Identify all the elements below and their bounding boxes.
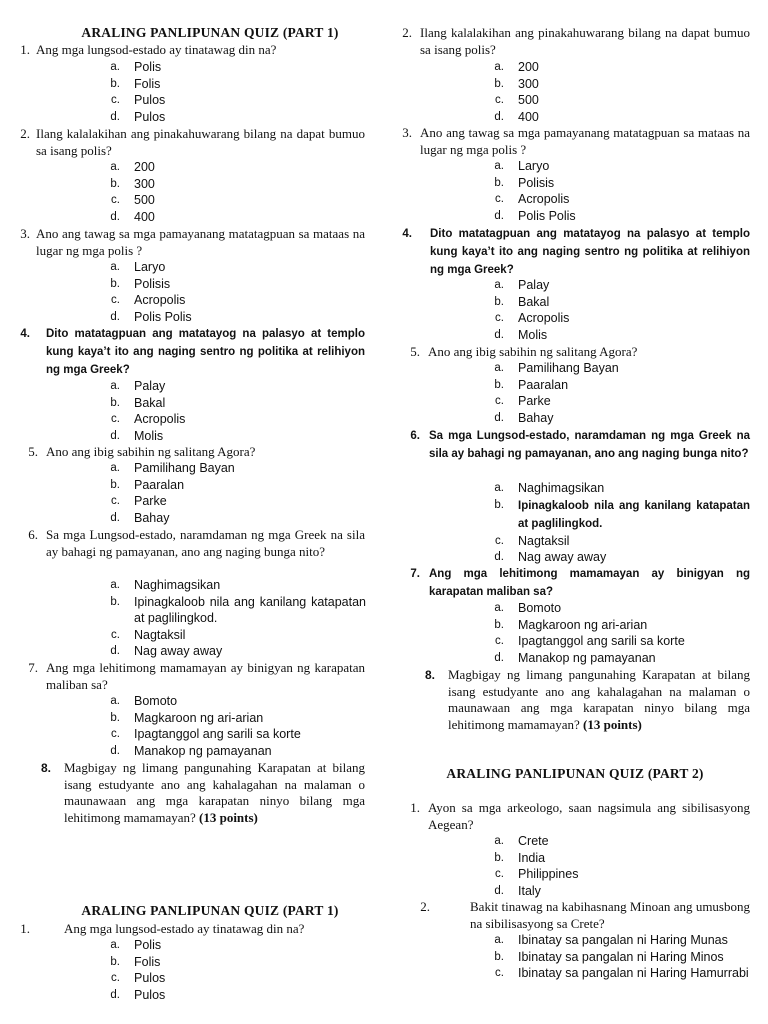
question-1-repeat: 1. Ang mga lungsod-estado ay tinatawag din na? (20, 921, 305, 936)
option-c[interactable]: c. Philippines (495, 867, 579, 881)
option-b[interactable]: b. 300 (110, 176, 155, 191)
option-d[interactable]: d. Nag away away (494, 550, 607, 564)
options-list (488, 833, 688, 899)
option-b[interactable]: b. India (494, 850, 546, 865)
option-a[interactable]: a. Bomoto (494, 601, 562, 615)
option-c[interactable]: c. Ibinatay sa pangalan ni Haring Hamurrabi (495, 966, 749, 980)
option-c[interactable]: c. Acropolis (495, 192, 570, 206)
option-d[interactable]: d. Polis Polis (494, 208, 576, 223)
option-b[interactable]: b. Folis (110, 76, 161, 91)
question-3: 3. Ano ang tawag sa mga pamayanang matatagpuan sa mataas na lugar ng mga polis ? (20, 226, 365, 258)
option-a[interactable]: a. Ibinatay sa pangalan ni Haring Munas (494, 933, 728, 947)
options-list (488, 932, 750, 982)
option-b[interactable]: b. Ipinagkaloob nila ang kanilang katapatan at paglilingkod. (494, 498, 750, 530)
options-list (488, 59, 688, 125)
option-b[interactable]: b. Paaralan (494, 377, 569, 392)
question-7: 7. Ang mga lehitimong mamamayan ay binigyan ng karapatan maliban sa? (410, 568, 750, 598)
options-list (488, 480, 750, 566)
option-c[interactable]: c. Nagtaksil (111, 627, 186, 642)
option-c[interactable]: c. Ipagtanggol ang sarili sa korte (495, 634, 685, 648)
quiz-title: ARALING PANLIPUNAN QUIZ (PART 1) (81, 25, 339, 40)
option-a[interactable]: a. Pamilihang Bayan (494, 361, 619, 375)
quiz-title-part2: ARALING PANLIPUNAN QUIZ (PART 2) (446, 766, 704, 781)
option-d[interactable]: d. Pulos (110, 987, 166, 1002)
question-4: 4. Dito matatagpuan ang matatayog na palasyo at templo kung kaya’t ito ang naging sentro ng politika at relihiyon ng mga Greek? (20, 328, 365, 376)
option-c[interactable]: c. Nagtaksil (495, 533, 570, 548)
option-b[interactable]: b. Ibinatay sa pangalan ni Haring Minos (494, 949, 724, 964)
option-b[interactable]: b. Magkaroon ng ari-arian (494, 617, 648, 632)
option-c[interactable]: c. Pulos (111, 971, 166, 985)
options-list (104, 59, 304, 125)
question-1 (8, 42, 368, 59)
options-list (488, 360, 688, 426)
option-b[interactable]: b. Bakal (110, 395, 166, 410)
options-list (104, 937, 304, 1003)
question-6: 6. Sa mga Lungsod-estado, naramdaman ng mga Greek na sila ay bahagi ng pamayanan, ano ang naging bunga nito? (410, 430, 750, 460)
options-list (104, 378, 304, 444)
option-d[interactable]: d. Molis (110, 428, 164, 443)
option-d[interactable]: d. Bahay (110, 510, 170, 525)
option-c[interactable]: c. 500 (495, 93, 539, 107)
option-a[interactable]: a. Laryo (110, 260, 166, 274)
question-8-essay: 8. Magbigay ng limang pangunahing Karapatan at bilang isang estudyante ano ang kahalagahan na malaman o maunawaan ang mga karapatan ninyo bilang mga lehitimong mamamayan? (13 points) (425, 667, 750, 732)
option-a[interactable]: a. Polis (110, 938, 162, 952)
question-6: 6. Sa mga Lungsod-estado, naramdaman ng mga Greek na sila ay bahagi ng pamayanan, ano ang naging bunga nito? (28, 527, 365, 559)
option-a[interactable]: a. Bomoto (110, 694, 178, 708)
option-c[interactable]: c. Parke (495, 394, 551, 408)
option-d[interactable]: d. Italy (494, 883, 541, 898)
option-b[interactable]: b. Paaralan (110, 477, 185, 492)
question-4: 4. Dito matatagpuan ang matatayog na palasyo at templo kung kaya’t ito ang naging sentro ng politika at relihiyon ng mga Greek? (402, 228, 750, 276)
option-c[interactable]: c. Acropolis (111, 293, 186, 307)
option-d[interactable]: d. Bahay (494, 410, 554, 425)
option-a[interactable]: a. Naghimagsikan (110, 578, 221, 592)
option-c[interactable]: c. Acropolis (111, 412, 186, 426)
essay-text: Magbigay ng limang pangunahing Karapatan at bilang isang estudyante ano ang kahalagahan na malaman o maunawaan ang mga karapatan ninyo bilang mga lehitimong mamamayan? (448, 667, 750, 732)
option-a[interactable]: a. 200 (494, 60, 539, 74)
question-2: 2. Ilang kalalakihan ang pinakahuwarang bilang na dapat bumuo sa isang polis? (20, 126, 365, 158)
points-label: (13 points) (583, 716, 642, 732)
option-a[interactable]: a. Palay (110, 379, 166, 393)
option-c[interactable]: c. 500 (111, 193, 155, 207)
question-number: 1. (20, 42, 30, 57)
option-d[interactable]: d. 400 (110, 209, 155, 224)
option-a[interactable]: a. Naghimagsikan (494, 481, 605, 495)
option-b[interactable]: b. Magkaroon ng ari-arian (110, 710, 264, 725)
part2-question-1: 1. Ayon sa mga arkeologo, saan nagsimula ang sibilisasyong Aegean? (410, 800, 750, 832)
option-a[interactable]: a. Palay (494, 278, 550, 292)
question-5: 5. Ano ang ibig sabihin ng salitang Agora? (28, 444, 256, 459)
options-list (104, 159, 304, 225)
options-list (104, 693, 334, 759)
options-list (488, 277, 688, 343)
points-label: (13 points) (199, 809, 258, 825)
options-list (104, 460, 304, 526)
option-c[interactable]: c. Ipagtanggol ang sarili sa korte (111, 727, 301, 741)
essay-text: Magbigay ng limang pangunahing Karapatan at bilang isang estudyante ano ang kahalagahan na malaman o maunawaan ang mga karapatan ninyo bilang mga lehitimong mamamayan? (64, 760, 365, 825)
option-c[interactable]: c. Acropolis (495, 311, 570, 325)
options-list (488, 158, 688, 224)
quiz-title-repeat: ARALING PANLIPUNAN QUIZ (PART 1) (81, 903, 339, 918)
options-list (488, 600, 718, 666)
question-text: Ang mga lungsod-estado ay tinatawag din na? (36, 42, 277, 57)
question-2: 2. Ilang kalalakihan ang pinakahuwarang bilang na dapat bumuo sa isang polis? (402, 25, 750, 57)
question-3: 3. Ano ang tawag sa mga pamayanang matatagpuan sa mataas na lugar ng mga polis ? (402, 125, 750, 157)
option-d[interactable]: d. Polis Polis (110, 309, 192, 324)
option-b[interactable]: b. Polisis (494, 175, 555, 190)
options-list (104, 259, 304, 325)
option-a[interactable]: a. Pamilihang Bayan (110, 461, 235, 475)
option-b[interactable]: b. Ipinagkaloob nila ang kanilang katapatan at paglilingkod. (110, 594, 366, 625)
option-d[interactable]: d. Pulos (110, 109, 166, 124)
option-a[interactable]: a. 200 (110, 160, 155, 174)
option-a[interactable]: a. Polis (110, 60, 162, 74)
options-list (104, 577, 366, 660)
option-b[interactable]: b. Folis (110, 954, 161, 969)
option-c[interactable]: c. Pulos (111, 93, 166, 107)
part2-question-2: 2. Bakit tinawag na kabihasnang Minoan ang umusbong na sibilisasyong sa Crete? (420, 899, 750, 931)
option-a[interactable]: a. Laryo (494, 159, 550, 173)
option-d[interactable]: d. Manakop ng pamayanan (494, 650, 656, 665)
option-b[interactable]: b. 300 (494, 76, 539, 91)
question-7: 7. Ang mga lehitimong mamamayan ay binigyan ng karapatan maliban sa? (28, 660, 365, 692)
option-d[interactable]: d. 400 (494, 109, 539, 124)
option-d[interactable]: d. Nag away away (110, 644, 223, 658)
option-c[interactable]: c. Parke (111, 494, 167, 508)
option-d[interactable]: d. Molis (494, 327, 548, 342)
option-b[interactable]: b. Bakal (494, 294, 550, 309)
option-d[interactable]: d. Manakop ng pamayanan (110, 743, 272, 758)
question-5: 5. Ano ang ibig sabihin ng salitang Agora? (410, 344, 638, 359)
option-b[interactable]: b. Polisis (110, 276, 171, 291)
option-a[interactable]: a. Crete (494, 834, 549, 848)
question-8-essay: 8. Magbigay ng limang pangunahing Karapatan at bilang isang estudyante ano ang kahalagahan na malaman o maunawaan ang mga karapatan ninyo bilang mga lehitimong mamamayan? (13 points) (41, 760, 365, 825)
